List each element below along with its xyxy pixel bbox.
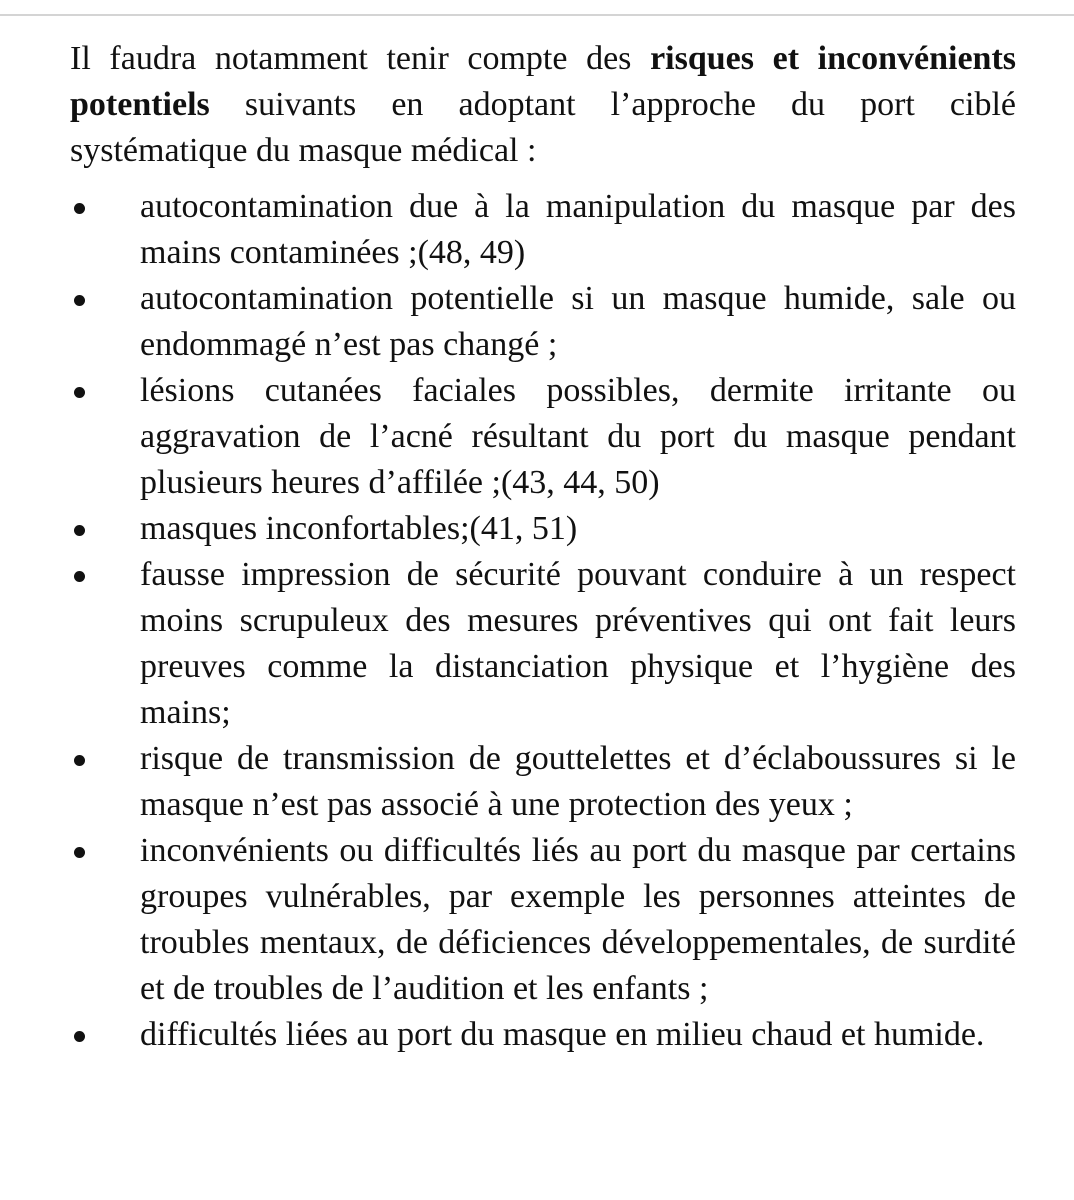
bullet-icon [74,387,85,398]
intro-tail: suivants en adoptant l’approche du port ciblé systématique du masque médical : [70,86,1016,169]
list-item-text: lésions cutanées faciales possibles, dermite irritante ou aggravation de l’acné résultant du port du masque pendant plusieurs heures d’affilée ;(43, 44, 50) [140,372,1016,501]
list-item [70,506,1016,552]
bullet-icon [74,203,85,214]
list-item-text: autocontamination due à la manipulation du masque par des mains contaminées ;(48, 49) [140,188,1016,271]
list-item-text: risque de transmission de gouttelettes et d’éclaboussures si le masque n’est pas associé à une protection des yeux ; [140,740,1016,823]
list-item [70,736,1016,828]
intro-paragraph [70,36,1016,174]
list-item-text: inconvénients ou difficultés liés au port du masque par certains groupes vulnérables, par exemple les personnes atteintes de troubles mentaux, de déficiences développementales, de surdité et de troubles de l’audition et les enfants ; [140,832,1016,1007]
list-item [70,1012,1016,1058]
list-item-text: difficultés liées au port du masque en milieu chaud et humide. [140,1016,985,1053]
bullet-icon [74,525,85,536]
list-item [70,552,1016,736]
document-body [70,36,1016,1058]
list-item-text: masques inconfortables;(41, 51) [140,510,578,547]
intro-bold-phrase: risques et inconvénients potentiels [70,40,1017,123]
list-item-text: fausse impression de sécurité pouvant conduire à un respect moins scrupuleux des mesures préventives qui ont fait leurs preuves comme la distanciation physique et l’hygiène des mains; [140,556,1016,731]
list-item [70,184,1016,276]
bullet-icon [74,295,85,306]
bullet-icon [74,1031,85,1042]
risk-list [70,184,1016,1058]
top-divider [0,14,1074,16]
bullet-icon [74,571,85,582]
list-item [70,828,1016,1012]
bullet-icon [74,847,85,858]
list-item [70,368,1016,506]
intro-lead: Il faudra notamment tenir compte des [70,40,651,77]
bullet-icon [74,755,85,766]
list-item-text: autocontamination potentielle si un masque humide, sale ou endommagé n’est pas changé ; [140,280,1016,363]
list-item [70,276,1016,368]
